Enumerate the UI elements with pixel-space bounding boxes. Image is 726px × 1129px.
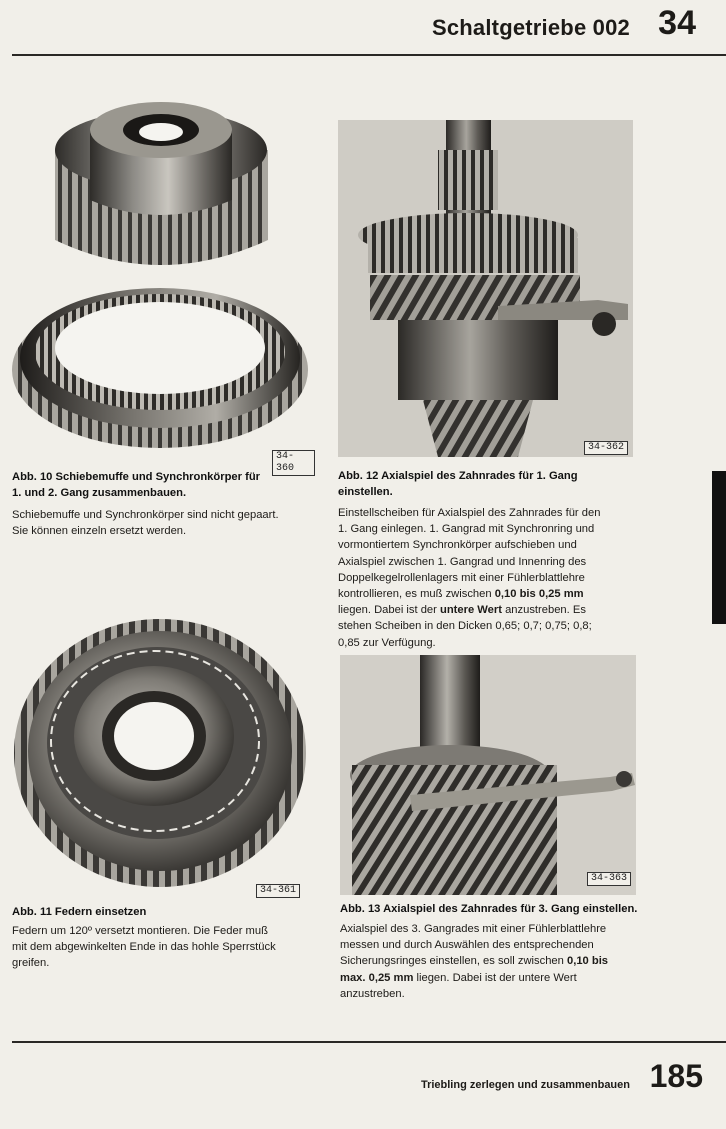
figure-13-label: 34-363 — [587, 872, 631, 886]
figure-10-caption: Abb. 10 Schiebemuffe und Synchronkörper für 1. und 2. Gang zusammenbauen. — [12, 471, 261, 499]
figure-12-text: Einstellscheiben für Axialspiel des Zahnrades für den 1. Gang einlegen. 1. Gangrad mit Synchronring und vormontiertem Synchronkörper aufschieben und Axialspiel zwischen 1. Gangrad und Innenring des Doppelkegelrollenlagers mit einer Fühlerblattlehre kontrollieren, es muß zwischen 0,10 bis 0,25 mm liegen. Dabei ist der untere Wert anzustreben. Es stehen Scheiben in den Dicken 0,65; 0,7; 0,75; 0,8; 0,85 zur Verfügung. — [338, 507, 601, 649]
figure-12-image — [338, 120, 633, 457]
figure-11-image — [12, 618, 312, 900]
chapter-title: Schaltgetriebe 002 — [431, 15, 630, 40]
figure-11-caption: Abb. 11 Federn einsetzen — [12, 906, 147, 918]
footer-rule — [12, 1041, 726, 1043]
figure-13-image — [340, 655, 636, 895]
footer-section-title: Triebling zerlegen und zusammenbauen — [420, 1079, 630, 1091]
figure-11-text: Federn um 120º versetzt montieren. Die Feder muß mit dem abgewinkelten Ende in das hohle Sperrstück greifen. — [12, 925, 276, 970]
page-header — [0, 0, 726, 56]
figure-10-label: 34-360 — [272, 450, 315, 476]
figure-13-text: Axialspiel des 3. Gangrades mit einer Fühlerblattlehre messen und durch Auswählen des entsprechenden Sicherungsringes einstellen, es soll zwischen 0,10 bis max. 0,25 mm liegen. Dabei ist der untere Wert anzustreben. — [340, 923, 609, 1000]
header-rule — [12, 54, 726, 56]
section-number: 34 — [658, 4, 696, 42]
figure-12-caption: Abb. 12 Axialspiel des Zahnrades für 1. Gang einstellen. — [338, 470, 578, 498]
page-number: 185 — [649, 1058, 703, 1094]
figure-12-label: 34-362 — [584, 441, 628, 455]
figure-10-image — [10, 90, 315, 474]
thumb-index-tab — [712, 471, 726, 624]
figure-10-text: Schiebemuffe und Synchronkörper sind nicht gepaart. Sie können einzeln ersetzt werden. — [12, 509, 279, 538]
figure-11-label: 34-361 — [256, 884, 300, 898]
figure-13-caption: Abb. 13 Axialspiel des Zahnrades für 3. Gang einstellen. — [340, 903, 638, 915]
